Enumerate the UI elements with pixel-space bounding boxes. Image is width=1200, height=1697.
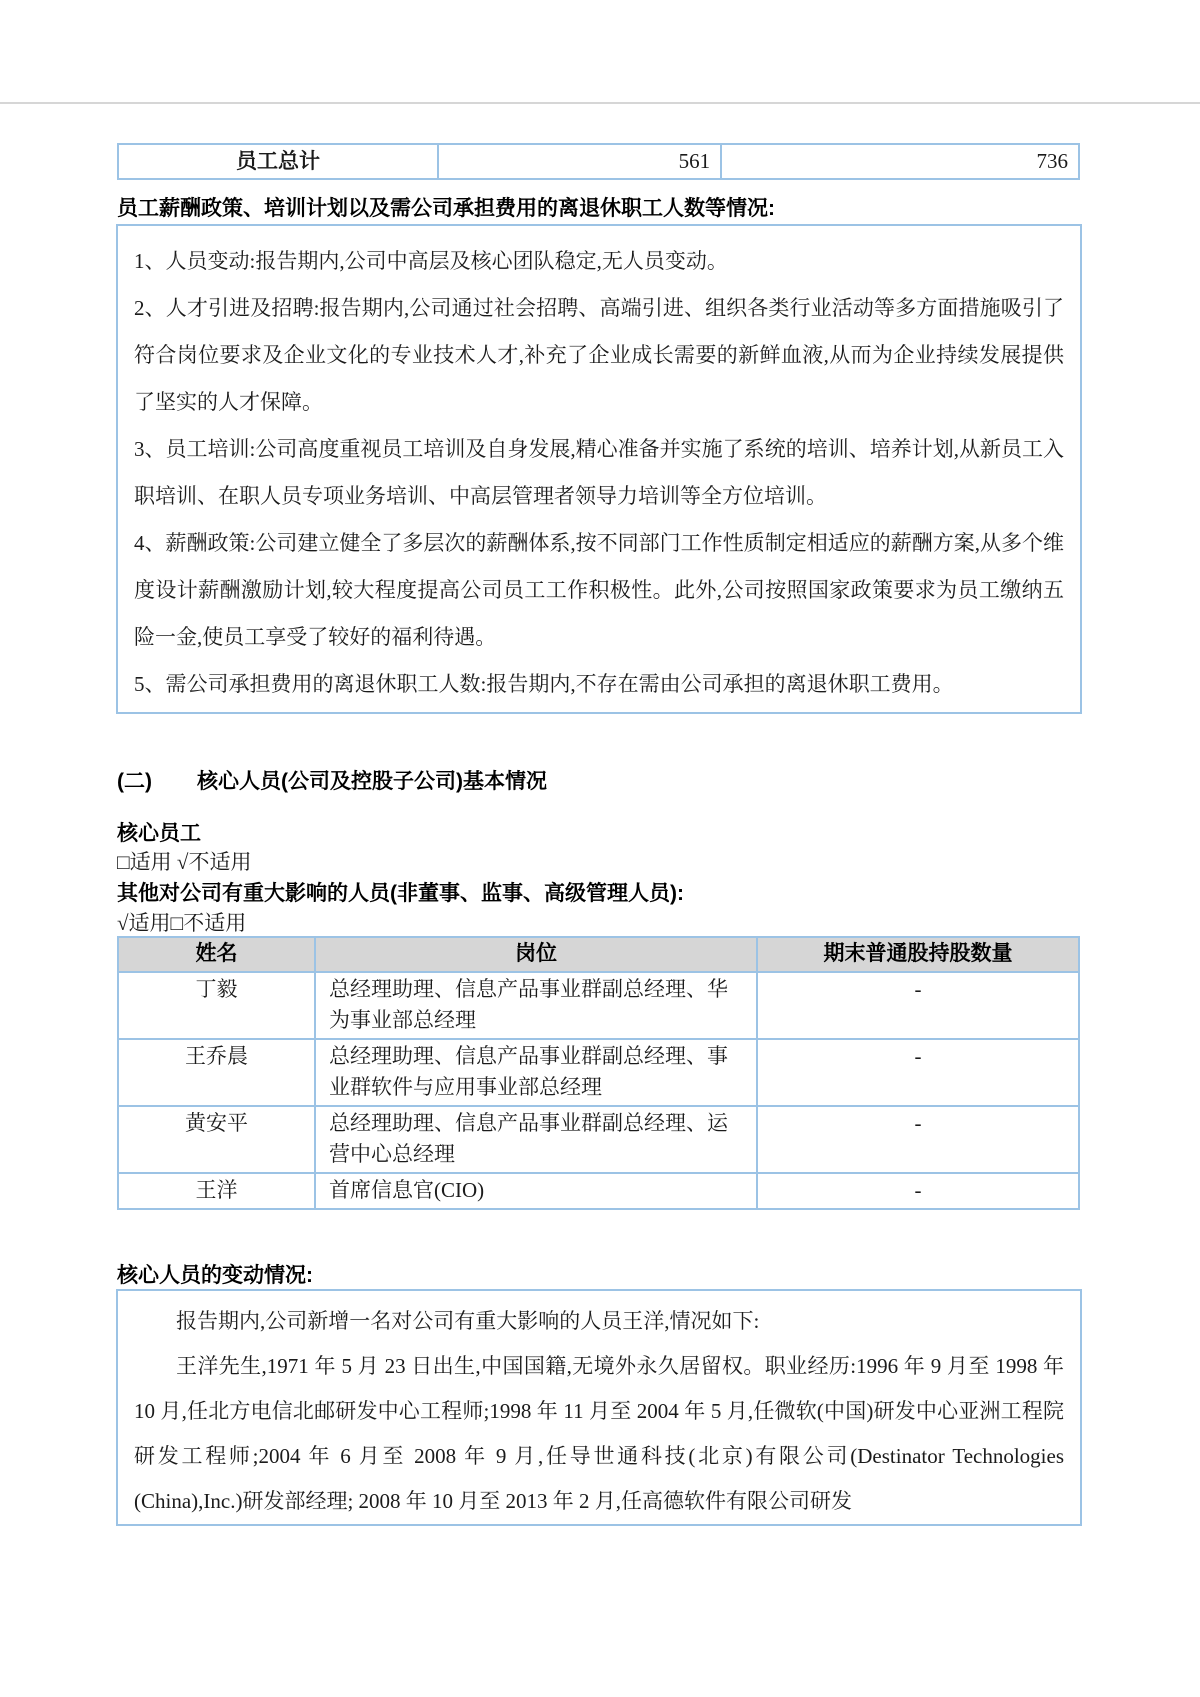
salary-paragraph-5: 5、需公司承担费用的离退休职工人数:报告期内,不存在需由公司承担的离退休职工费用。 [134,672,954,696]
core-section-heading [117,765,547,795]
influential-people-heading: 其他对公司有重大影响的人员(非董事、监事、高级管理人员): [117,882,684,905]
person-position: 首席信息官(CIO) [315,1173,757,1209]
header-name: 姓名 [118,937,315,972]
staff-total-value-2: 736 [721,144,1079,179]
table-row [118,1173,1079,1209]
influential-people-table [117,936,1080,1210]
person-name: 丁毅 [118,972,315,1039]
change-section-heading: 核心人员的变动情况: [117,1264,313,1287]
core-section-title: 核心人员(公司及控股子公司)基本情况 [197,770,547,793]
staff-total-label: 员工总计 [118,144,438,179]
salary-paragraph-1: 1、人员变动:报告期内,公司中高层及核心团队稳定,无人员变动。 [134,249,728,273]
table-header-row [118,937,1079,972]
person-name: 王洋 [118,1173,315,1209]
core-staff-applicability: □适用 √不适用 [117,850,252,874]
salary-paragraph-4: 4、薪酬政策:公司建立健全了多层次的薪酬体系,按不同部门工作性质制定相适应的薪酬方案,从多个维度设计薪酬激励计划,较大程度提高公司员工工作积极性。此外,公司按照国家政策要求为员工缴纳五险一金,使员工享受了较好的福利待遇。 [134,531,1064,649]
header-shares: 期末普通股持股数量 [757,937,1079,972]
staff-total-row [118,144,1079,179]
staff-total-table [117,143,1080,180]
header-position: 岗位 [315,937,757,972]
change-section-box [116,1289,1082,1526]
salary-section-box [116,224,1082,714]
person-shares: - [757,1173,1079,1209]
person-shares: - [757,1106,1079,1173]
person-position: 总经理助理、信息产品事业群副总经理、华为事业部总经理 [315,972,757,1039]
core-section-number: (二) [117,770,152,793]
person-shares: - [757,1039,1079,1106]
person-name: 黄安平 [118,1106,315,1173]
person-position: 总经理助理、信息产品事业群副总经理、运营中心总经理 [315,1106,757,1173]
core-staff-label: 核心员工 [117,822,201,845]
influential-people-applicability: √适用□不适用 [117,911,247,935]
person-shares: - [757,972,1079,1039]
staff-total-value-1: 561 [438,144,721,179]
salary-paragraph-2: 2、人才引进及招聘:报告期内,公司通过社会招聘、高端引进、组织各类行业活动等多方面措施吸引了符合岗位要求及企业文化的专业技术人才,补充了企业成长需要的新鲜血液,从而为企业持续发展提供了坚实的人才保障。 [134,296,1064,414]
salary-section-heading: 员工薪酬政策、培训计划以及需公司承担费用的离退休职工人数等情况: [117,197,775,220]
change-paragraph-2: 王洋先生,1971 年 5 月 23 日出生,中国国籍,无境外永久居留权。职业经历:1996 年 9 月至 1998 年 10 月,任北方电信北邮研发中心工程师;1998 年 11 月至 2004 年 5 月,任微软(中国)研发中心亚洲工程院研发工程师;2004 年 6 月至 2008 年 9 月,任导世通科技(北京)有限公司(Destinator Technologies (China),Inc.)研发部经理; 2008 年 10 月至 2013 年 2 月,任高德软件有限公司研发 [134,1354,1064,1513]
person-position: 总经理助理、信息产品事业群副总经理、事业群软件与应用事业部总经理 [315,1039,757,1106]
change-paragraph-1: 报告期内,公司新增一名对公司有重大影响的人员王洋,情况如下: [176,1309,760,1333]
table-row [118,1106,1079,1173]
previous-table-border-line [0,102,1200,104]
table-row [118,1039,1079,1106]
table-row [118,972,1079,1039]
person-name: 王乔晨 [118,1039,315,1106]
salary-paragraph-3: 3、员工培训:公司高度重视员工培训及自身发展,精心准备并实施了系统的培训、培养计划,从新员工入职培训、在职人员专项业务培训、中高层管理者领导力培训等全方位培训。 [134,437,1064,508]
